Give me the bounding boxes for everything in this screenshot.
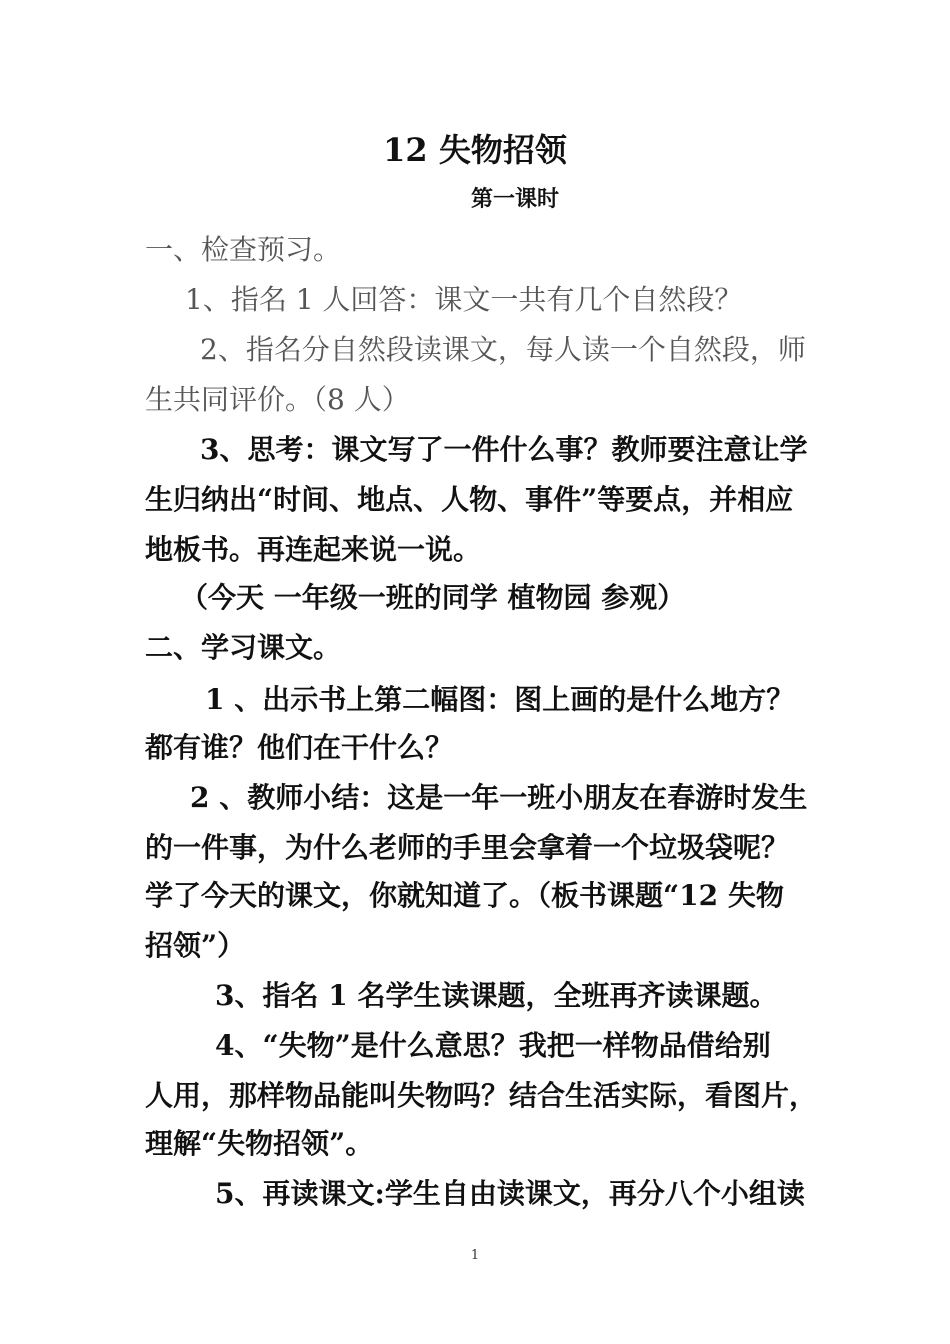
paragraph-line: 生归纳出“时间、地点、人物、事件”等要点，并相应 xyxy=(145,483,794,516)
paragraph-line: 3、指名 1 名学生读课题，全班再齐读课题。 xyxy=(215,979,778,1012)
paragraph-line: 2、指名分自然段读课文，每人读一个自然段，师 xyxy=(200,333,806,366)
paragraph-line: 生共同评价。（8 人） xyxy=(145,383,410,416)
lesson-title: 12 失物招领 xyxy=(383,131,567,169)
paragraph-line: 的一件事，为什么老师的手里会拿着一个垃圾袋呢？ xyxy=(145,831,790,864)
paragraph-line: 理解“失物招领”。 xyxy=(145,1127,374,1160)
lesson-subtitle: 第一课时 xyxy=(470,186,559,212)
paragraph-line: 1、指名 1 人回答：课文一共有几个自然段？ xyxy=(185,283,743,316)
paragraph-line: 人用，那样物品能叫失物吗？结合生活实际，看图片， xyxy=(145,1079,818,1112)
paragraph-line: 招领”） xyxy=(145,929,246,962)
paragraph-line: （今天 一年级一班的同学 植物园 参观） xyxy=(180,581,686,614)
section-heading-study: 二、学习课文。 xyxy=(145,631,342,664)
paragraph-line: 1 、出示书上第二幅图：图上画的是什么地方？ xyxy=(205,683,795,716)
paragraph-line: 4、“失物”是什么意思？我把一样物品借给别 xyxy=(215,1029,771,1062)
section-heading-preview: 一、检查预习。 xyxy=(145,233,342,266)
paragraph-line: 都有谁？他们在干什么？ xyxy=(145,731,454,764)
paragraph-line: 3、思考：课文写了一件什么事？教师要注意让学 xyxy=(200,433,808,466)
paragraph-line: 5、再读课文:学生自由读课文，再分八个小组读 xyxy=(215,1177,805,1210)
paragraph-line: 2 、教师小结：这是一年一班小朋友在春游时发生 xyxy=(190,781,808,814)
paragraph-line: 学了今天的课文，你就知道了。（板书课题“12 失物 xyxy=(145,879,784,912)
page-number: 1 xyxy=(470,1248,480,1263)
paragraph-line: 地板书。再连起来说一说。 xyxy=(145,533,482,566)
